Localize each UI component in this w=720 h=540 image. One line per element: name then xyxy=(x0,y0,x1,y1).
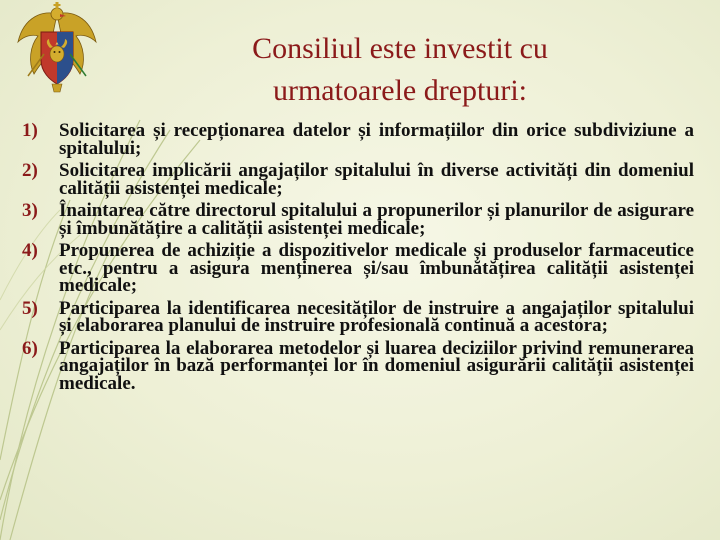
list-item-text: Participarea la elaborarea metodelor și luarea deciziilor privind remunerarea angajaților în bază performanței lor în domeniul asigurării calității asistenței medicale. xyxy=(59,337,694,394)
list-item-text: Solicitarea și recepționarea datelor și informațiilor din orice subdiviziune a spitalului; xyxy=(59,120,694,159)
list-item xyxy=(22,242,694,295)
list-item xyxy=(22,202,694,237)
list-item xyxy=(22,297,694,336)
title-line-2: urmatoarele drepturi: xyxy=(272,74,528,107)
list-item-text: Solicitarea implicării angajaților spitalului în diverse activități din domeniul calității asistenței medicale; xyxy=(59,160,694,199)
list-item-number: 6) xyxy=(22,337,38,359)
list-item-text: Înaintarea către directorul spitalului a propunerilor și planurilor de asigurare și îmbunătățire a calității asistenței medicale; xyxy=(59,200,694,239)
list-item xyxy=(22,122,694,157)
list-item-number: 5) xyxy=(22,297,38,319)
list-item-number: 3) xyxy=(22,200,38,221)
list-item xyxy=(22,337,694,394)
list-item-number: 1) xyxy=(22,120,38,141)
list-item-text: Propunerea de achiziție a dispozitivelor medicale și produselor farmaceutice etc., pentru a asigura menținerea și/sau îmbunătățirea calității asistenței medicale; xyxy=(59,240,694,296)
list-item-text: Participarea la identificarea necesităților de instruire a angajaților spitalului și elaborarea planului de instruire profesională continuă a acestora; xyxy=(59,297,694,336)
rights-list xyxy=(22,122,694,397)
page-title xyxy=(150,28,650,112)
list-item xyxy=(22,162,694,197)
list-item-number: 2) xyxy=(22,160,38,181)
title-line-1: Consiliul este investit cu xyxy=(252,32,548,65)
list-item-number: 4) xyxy=(22,240,38,261)
coat-of-arms-icon xyxy=(14,2,100,98)
